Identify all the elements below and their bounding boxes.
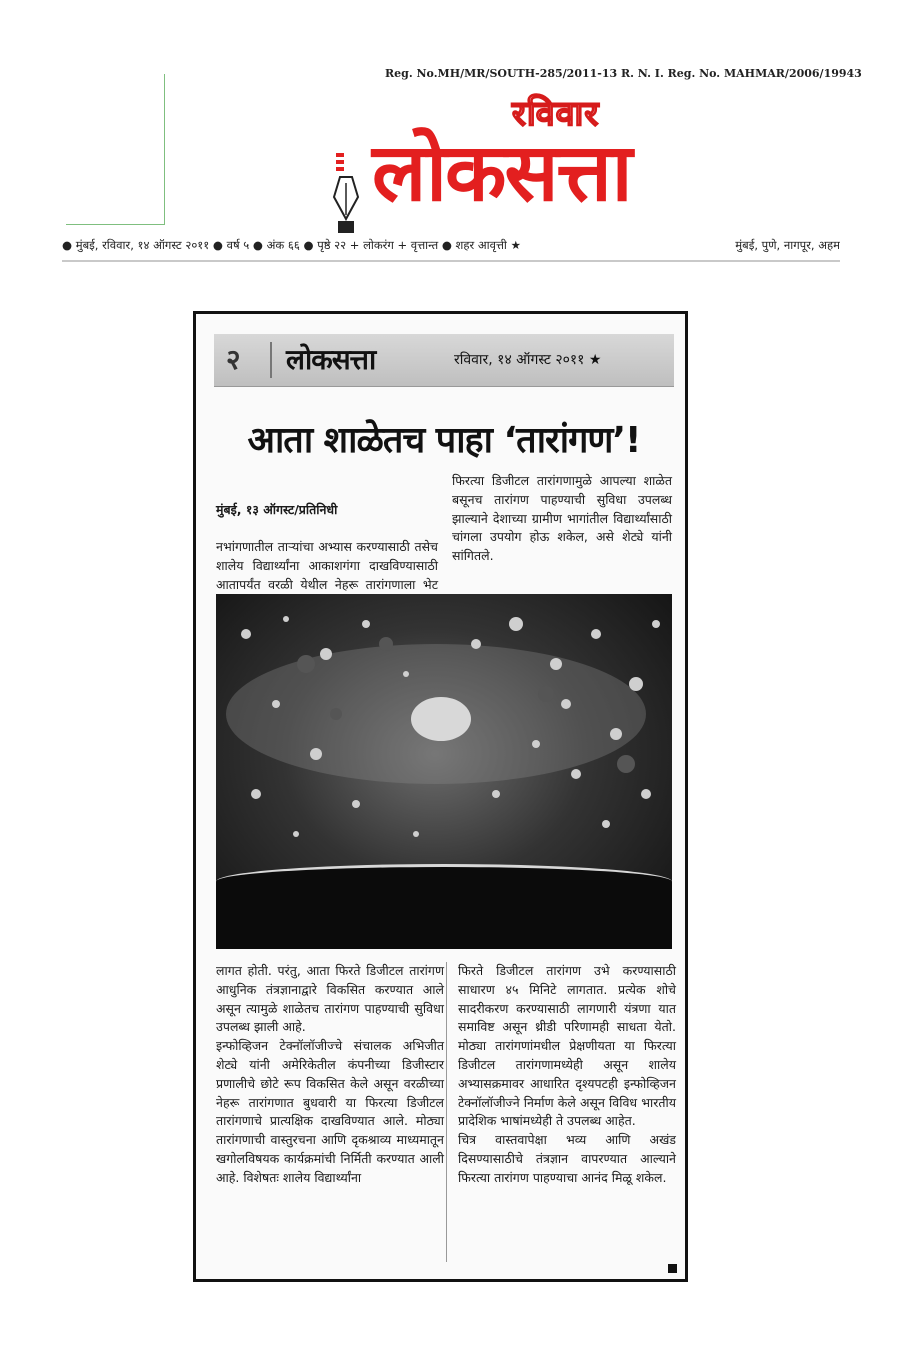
article-column-2: फिरत्या डिजीटल तारांगणामुळे आपल्या शाळेत बसूनच तारांगण पाहण्याची सुविधा उपलब्ध झाल्याने देशाच्या ग्रामीण भागांतील विद्यार्थ्यांसाठी चांगला उपयोग होऊ शकेल, असे शेट्ये यांनी सांगितले. <box>452 473 672 564</box>
page-header <box>214 334 674 387</box>
header-separator <box>270 342 272 378</box>
news-clipping <box>193 311 688 1282</box>
audience-silhouettes <box>216 864 672 949</box>
supplement-title: रविवार <box>512 94 600 134</box>
pen-nib-logo-icon <box>332 153 362 235</box>
article-column-4: फिरते डिजीटल तारांगण उभे करण्यासाठी साधारण ४५ मिनिटे लागतात. प्रत्येक शोचे सादरीकरण करण्यासाठी लागणारी यंत्रणा यात समाविष्ट असून थ्रीडी परिणामही साधता येतो. मोठ्या तारांगणांमधील प्रेक्षणीयता या फिरत्या डिजीटल तारांगणामध्येही असून शालेय अभ्यासक्रमावर आधारित दृश्यपटही इन्फोव्हिजन टेक्नॉलॉजीज्ने निर्माण केले असून विविध भारतीय प्रादेशिक भाषांमध्येही ते उपलब्ध आहेत. चित्र वास्तवापेक्षा भव्य आणि अखंड दिसण्यासाठीचे तंत्रज्ञान वापरण्यात आल्याने फिरत्या तारांगण पाहण्याचा आनंद मिळू शकेल. <box>458 963 676 1185</box>
dateline <box>62 238 840 258</box>
planetarium-photo <box>216 594 672 949</box>
dateline-editions: मुंबई, पुणे, नागपूर, अहम <box>735 238 840 252</box>
article-byline: मुंबई, १३ ऑगस्ट/प्रतिनिधी <box>216 501 338 517</box>
article-headline: आता शाळेतच पाहा ‘तारांगण’! <box>247 420 641 461</box>
page-header-date: रविवार, १४ ऑगस्ट २०११ ★ <box>454 352 602 368</box>
column-1-text: नभांगणातील ताऱ्यांचा अभ्यास करण्यासाठी तसेच शालेय विद्यार्थ्यांना आकाशगंगा दाखविण्यासाठी आतापर्यंत वरळी येथील नेहरू तारांगणाला भेट <box>216 539 438 592</box>
dateline-divider <box>62 260 840 262</box>
newspaper-masthead <box>0 55 900 270</box>
dateline-left: ● मुंबई, रविवार, १४ ऑगस्ट २०११ ● वर्ष ५ ● अंक ६६ ● पृष्ठे २२ + लोकरंग + वृत्तान्त ● शहर आवृत्ती ★ <box>62 238 521 252</box>
page-header-nameplate: लोकसत्ता <box>286 343 376 376</box>
newspaper-nameplate: लोकसत्ता <box>372 126 631 219</box>
page-number: २ <box>226 343 241 376</box>
article-column-3: लागत होती. परंतु, आता फिरते डिजीटल तारांगण आधुनिक तंत्रज्ञानाद्वारे विकसित करण्यात आले असून त्यामुळे शाळेतच तारांगण पाहण्याची सुविधा उपलब्ध झाली आहे. इन्फोव्हिजन टेक्नॉलॉजीज्चे संचालक अभिजीत शेट्ये यांनी अमेरिकेतील कंपनीच्या डिजीस्टार प्रणालीचे छोटे रूप विकसित केले असून वरळीच्या नेहरू तारांगणात बुधवारी या फिरत्या डिजीटल तारांगणाचे प्रात्यक्षिक दाखविण्यात आले. मोठ्या तारांगणाची वास्तुरचना आणि दृकश्राव्य माध्यमातून खगोलविषयक कार्यक्रमांची निर्मिती करण्यात आली आहे. विशेषतः शालेय विद्यार्थ्यांना <box>216 963 444 1185</box>
column-divider <box>446 962 447 1262</box>
registration-number: Reg. No.MH/MR/SOUTH-285/2011-13 R. N. I. Reg. No. MAHMAR/2006/19943 <box>385 67 862 80</box>
article-end-mark <box>668 1264 677 1273</box>
